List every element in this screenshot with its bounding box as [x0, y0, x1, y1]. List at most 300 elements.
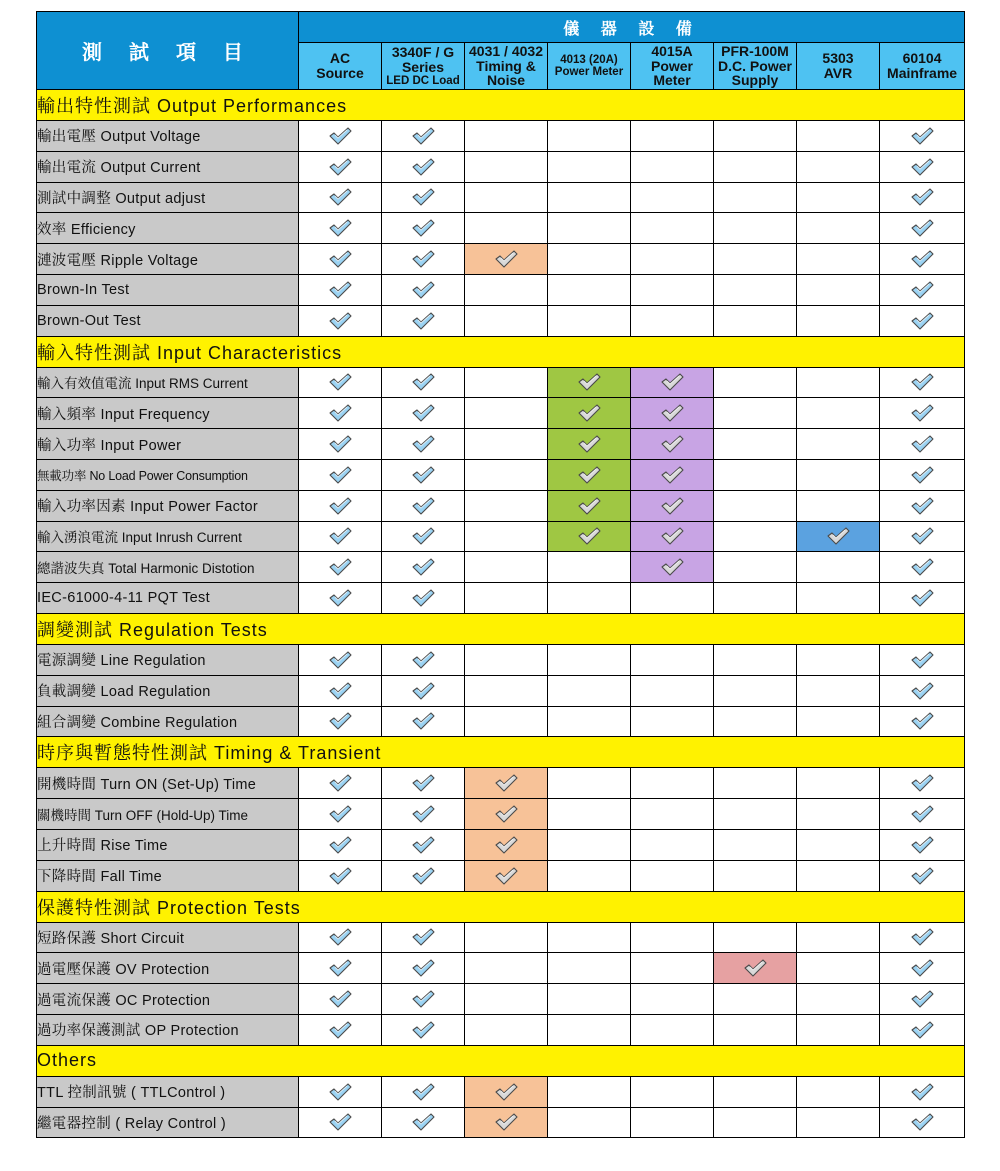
table-row — [37, 922, 965, 953]
support-cell — [714, 305, 797, 336]
support-cell — [382, 367, 465, 398]
support-cell — [548, 675, 631, 706]
support-cell — [548, 151, 631, 182]
support-cell — [714, 398, 797, 429]
support-cell — [299, 1107, 382, 1138]
support-cell — [631, 121, 714, 152]
test-item-label: 負載調變 Load Regulation — [37, 675, 299, 706]
support-cell — [880, 1107, 965, 1138]
table-row — [37, 459, 965, 490]
column-header — [797, 43, 880, 90]
support-cell — [299, 182, 382, 213]
checkmark-icon — [660, 404, 684, 422]
checkmark-icon — [910, 466, 934, 484]
support-cell — [465, 799, 548, 830]
support-cell — [299, 644, 382, 675]
checkmark-icon — [660, 527, 684, 545]
support-cell — [382, 151, 465, 182]
table-row — [37, 1107, 965, 1138]
support-cell — [548, 398, 631, 429]
support-cell — [631, 459, 714, 490]
table-row — [37, 244, 965, 275]
support-cell — [548, 583, 631, 614]
support-cell — [797, 274, 880, 305]
support-cell — [631, 675, 714, 706]
table-row — [37, 274, 965, 305]
column-header-line: 60104 — [902, 50, 942, 67]
checkmark-icon — [328, 1021, 352, 1039]
support-cell — [548, 274, 631, 305]
support-cell — [548, 799, 631, 830]
test-item-label: 效率 Efficiency — [37, 213, 299, 244]
support-cell — [880, 429, 965, 460]
support-cell — [382, 398, 465, 429]
section-title: 時序與暫態特性測試 Timing & Transient — [37, 737, 965, 768]
support-cell — [880, 398, 965, 429]
column-header-line: LED DC Load — [386, 74, 460, 87]
table-row — [37, 799, 965, 830]
section-row — [37, 613, 965, 644]
checkmark-icon — [328, 188, 352, 206]
support-cell — [797, 953, 880, 984]
table-row — [37, 213, 965, 244]
support-cell — [714, 768, 797, 799]
checkmark-icon — [910, 959, 934, 977]
checkmark-icon — [328, 312, 352, 330]
support-cell — [382, 768, 465, 799]
support-cell — [880, 799, 965, 830]
support-cell — [714, 860, 797, 891]
checkmark-icon — [411, 589, 435, 607]
section-row — [37, 737, 965, 768]
checkmark-icon — [910, 589, 934, 607]
section-row — [37, 90, 965, 121]
instrument-matrix-table — [36, 11, 965, 1138]
support-cell — [548, 829, 631, 860]
test-item-label: 下降時間 Fall Time — [37, 860, 299, 891]
checkmark-icon — [328, 651, 352, 669]
checkmark-icon — [328, 281, 352, 299]
matrix-body — [37, 90, 965, 1138]
support-cell — [382, 675, 465, 706]
test-item-label: 電源調變 Line Regulation — [37, 644, 299, 675]
checkmark-icon — [328, 990, 352, 1008]
checkmark-icon — [910, 651, 934, 669]
support-cell — [880, 984, 965, 1015]
checkmark-icon — [411, 990, 435, 1008]
checkmark-icon — [328, 712, 352, 730]
checkmark-icon — [411, 373, 435, 391]
checkmark-icon — [411, 1113, 435, 1131]
support-cell — [631, 182, 714, 213]
support-cell — [714, 182, 797, 213]
test-item-label: 過電流保護 OC Protection — [37, 984, 299, 1015]
test-items-header: 測 試 項 目 — [37, 12, 299, 90]
table-row — [37, 521, 965, 552]
test-item-label: IEC-61000-4-11 PQT Test — [37, 583, 299, 614]
table-row — [37, 121, 965, 152]
support-cell — [797, 1076, 880, 1107]
column-header-line: Series — [401, 58, 445, 75]
checkmark-icon — [910, 281, 934, 299]
support-cell — [548, 521, 631, 552]
support-cell — [548, 644, 631, 675]
section-row — [37, 336, 965, 367]
checkmark-icon — [411, 188, 435, 206]
support-cell — [465, 1107, 548, 1138]
table-row — [37, 305, 965, 336]
support-cell — [548, 459, 631, 490]
support-cell — [631, 984, 714, 1015]
section-title: 輸出特性測試 Output Performances — [37, 90, 965, 121]
support-cell — [465, 182, 548, 213]
column-header — [714, 43, 797, 90]
checkmark-icon — [328, 373, 352, 391]
checkmark-icon — [411, 774, 435, 792]
column-header-line: 5303 — [822, 50, 854, 67]
support-cell — [299, 860, 382, 891]
support-cell — [880, 213, 965, 244]
section-title: 調變測試 Regulation Tests — [37, 613, 965, 644]
support-cell — [382, 490, 465, 521]
support-cell — [714, 706, 797, 737]
support-cell — [880, 1076, 965, 1107]
checkmark-icon — [910, 1113, 934, 1131]
support-cell — [714, 367, 797, 398]
support-cell — [465, 583, 548, 614]
test-item-label: 繼電器控制 ( Relay Control ) — [37, 1107, 299, 1138]
support-cell — [797, 459, 880, 490]
support-cell — [714, 799, 797, 830]
checkmark-icon — [328, 219, 352, 237]
support-cell — [382, 706, 465, 737]
checkmark-icon — [494, 774, 518, 792]
checkmark-icon — [411, 867, 435, 885]
checkmark-icon — [910, 127, 934, 145]
support-cell — [797, 675, 880, 706]
support-cell — [797, 583, 880, 614]
support-cell — [631, 552, 714, 583]
support-cell — [465, 829, 548, 860]
support-cell — [797, 552, 880, 583]
support-cell — [714, 151, 797, 182]
support-cell — [465, 922, 548, 953]
checkmark-icon — [328, 250, 352, 268]
support-cell — [465, 213, 548, 244]
support-cell — [382, 860, 465, 891]
checkmark-icon — [577, 373, 601, 391]
support-cell — [465, 367, 548, 398]
checkmark-icon — [328, 404, 352, 422]
test-item-label: Brown-Out Test — [37, 305, 299, 336]
support-cell — [548, 552, 631, 583]
table-row — [37, 984, 965, 1015]
support-cell — [880, 244, 965, 275]
table-row — [37, 583, 965, 614]
support-cell — [714, 490, 797, 521]
support-cell — [631, 429, 714, 460]
checkmark-icon — [328, 682, 352, 700]
support-cell — [797, 706, 880, 737]
support-cell — [465, 953, 548, 984]
support-cell — [880, 675, 965, 706]
support-cell — [465, 984, 548, 1015]
checkmark-icon — [494, 805, 518, 823]
checkmark-icon — [411, 497, 435, 515]
table-row — [37, 1076, 965, 1107]
column-header-line: Noise — [486, 72, 526, 89]
support-cell — [797, 1107, 880, 1138]
column-header — [880, 43, 965, 90]
support-cell — [797, 644, 880, 675]
table-row — [37, 829, 965, 860]
checkmark-icon — [328, 527, 352, 545]
checkmark-icon — [660, 466, 684, 484]
support-cell — [299, 121, 382, 152]
support-cell — [714, 274, 797, 305]
support-cell — [797, 922, 880, 953]
support-cell — [299, 1076, 382, 1107]
support-cell — [797, 521, 880, 552]
checkmark-icon — [328, 867, 352, 885]
checkmark-icon — [494, 1113, 518, 1131]
checkmark-icon — [411, 1021, 435, 1039]
support-cell — [382, 799, 465, 830]
support-cell — [880, 768, 965, 799]
checkmark-icon — [910, 219, 934, 237]
checkmark-icon — [411, 928, 435, 946]
test-item-label: 輸出電壓 Output Voltage — [37, 121, 299, 152]
support-cell — [548, 182, 631, 213]
checkmark-icon — [411, 250, 435, 268]
checkmark-icon — [910, 1083, 934, 1101]
support-cell — [548, 1107, 631, 1138]
checkmark-icon — [411, 281, 435, 299]
column-header-line: Power Meter — [554, 66, 624, 78]
table-row — [37, 860, 965, 891]
support-cell — [631, 1076, 714, 1107]
checkmark-icon — [910, 928, 934, 946]
checkmark-icon — [577, 527, 601, 545]
checkmark-icon — [910, 373, 934, 391]
support-cell — [382, 213, 465, 244]
support-cell — [797, 121, 880, 152]
test-item-label: 輸入功率因素 Input Power Factor — [37, 490, 299, 521]
checkmark-icon — [910, 158, 934, 176]
support-cell — [880, 644, 965, 675]
test-item-label: 輸出電流 Output Current — [37, 151, 299, 182]
support-cell — [631, 151, 714, 182]
support-cell — [465, 521, 548, 552]
support-cell — [382, 305, 465, 336]
checkmark-icon — [411, 682, 435, 700]
support-cell — [880, 367, 965, 398]
table-row — [37, 398, 965, 429]
support-cell — [631, 953, 714, 984]
support-cell — [299, 922, 382, 953]
checkmark-icon — [577, 404, 601, 422]
support-cell — [714, 552, 797, 583]
support-cell — [797, 829, 880, 860]
support-cell — [797, 860, 880, 891]
test-item-label: 關機時間 Turn OFF (Hold-Up) Time — [37, 799, 299, 830]
support-cell — [797, 1014, 880, 1045]
column-header-line: PFR-100M — [721, 42, 789, 59]
support-cell — [465, 675, 548, 706]
checkmark-icon — [328, 1113, 352, 1131]
checkmark-icon — [660, 435, 684, 453]
support-cell — [880, 274, 965, 305]
support-cell — [631, 1107, 714, 1138]
support-cell — [714, 829, 797, 860]
table-row — [37, 675, 965, 706]
support-cell — [880, 953, 965, 984]
support-cell — [465, 398, 548, 429]
checkmark-icon — [826, 527, 850, 545]
support-cell — [880, 583, 965, 614]
checkmark-icon — [910, 774, 934, 792]
checkmark-icon — [494, 836, 518, 854]
test-item-label: 總諧波失真 Total Harmonic Distotion — [37, 552, 299, 583]
test-item-label: 無載功率 No Load Power Consumption — [37, 459, 299, 490]
column-header — [382, 43, 465, 90]
support-cell — [797, 367, 880, 398]
support-cell — [465, 768, 548, 799]
checkmark-icon — [328, 158, 352, 176]
support-cell — [299, 953, 382, 984]
support-cell — [880, 490, 965, 521]
support-cell — [299, 984, 382, 1015]
support-cell — [631, 860, 714, 891]
checkmark-icon — [411, 527, 435, 545]
checkmark-icon — [910, 404, 934, 422]
support-cell — [714, 1014, 797, 1045]
support-cell — [631, 799, 714, 830]
support-cell — [797, 490, 880, 521]
test-item-label: 測試中調整 Output adjust — [37, 182, 299, 213]
test-item-label: 過功率保護測試 OP Protection — [37, 1014, 299, 1045]
support-cell — [299, 274, 382, 305]
column-header — [631, 43, 714, 90]
section-row — [37, 1045, 965, 1076]
support-cell — [714, 583, 797, 614]
support-cell — [548, 429, 631, 460]
checkmark-icon — [910, 1021, 934, 1039]
column-header-line: Meter — [653, 72, 691, 89]
support-cell — [631, 521, 714, 552]
checkmark-icon — [577, 466, 601, 484]
support-cell — [465, 151, 548, 182]
support-cell — [714, 1076, 797, 1107]
checkmark-icon — [910, 558, 934, 576]
support-cell — [299, 398, 382, 429]
test-item-label: Brown-In Test — [37, 274, 299, 305]
support-cell — [880, 305, 965, 336]
support-cell — [548, 244, 631, 275]
support-cell — [880, 1014, 965, 1045]
support-cell — [548, 490, 631, 521]
checkmark-icon — [411, 805, 435, 823]
checkmark-icon — [910, 712, 934, 730]
checkmark-icon — [411, 1083, 435, 1101]
support-cell — [382, 953, 465, 984]
support-cell — [382, 121, 465, 152]
section-title: 保護特性測試 Protection Tests — [37, 891, 965, 922]
support-cell — [880, 829, 965, 860]
checkmark-icon — [660, 558, 684, 576]
checkmark-icon — [660, 373, 684, 391]
support-cell — [382, 182, 465, 213]
support-cell — [299, 1014, 382, 1045]
table-row — [37, 768, 965, 799]
support-cell — [631, 398, 714, 429]
support-cell — [382, 521, 465, 552]
support-cell — [299, 244, 382, 275]
support-cell — [299, 521, 382, 552]
support-cell — [465, 1014, 548, 1045]
support-cell — [880, 121, 965, 152]
checkmark-icon — [328, 959, 352, 977]
checkmark-icon — [328, 928, 352, 946]
support-cell — [465, 274, 548, 305]
checkmark-icon — [328, 127, 352, 145]
checkmark-icon — [660, 497, 684, 515]
checkmark-icon — [328, 589, 352, 607]
support-cell — [797, 984, 880, 1015]
support-cell — [714, 459, 797, 490]
checkmark-icon — [910, 682, 934, 700]
support-cell — [382, 1076, 465, 1107]
test-item-label: 上升時間 Rise Time — [37, 829, 299, 860]
support-cell — [382, 429, 465, 460]
support-cell — [714, 429, 797, 460]
column-header — [465, 43, 548, 90]
support-cell — [797, 213, 880, 244]
checkmark-icon — [328, 1083, 352, 1101]
support-cell — [797, 182, 880, 213]
test-item-label: 組合調變 Combine Regulation — [37, 706, 299, 737]
checkmark-icon — [910, 188, 934, 206]
support-cell — [465, 706, 548, 737]
checkmark-icon — [411, 959, 435, 977]
support-cell — [299, 829, 382, 860]
support-cell — [714, 984, 797, 1015]
support-cell — [299, 768, 382, 799]
test-item-label: 開機時間 Turn ON (Set-Up) Time — [37, 768, 299, 799]
checkmark-icon — [328, 435, 352, 453]
support-cell — [548, 1014, 631, 1045]
support-cell — [299, 552, 382, 583]
column-header-line: Timing & — [476, 57, 536, 74]
test-item-label: TTL 控制訊號 ( TTLControl ) — [37, 1076, 299, 1107]
table-row — [37, 644, 965, 675]
table-row — [37, 367, 965, 398]
support-cell — [797, 429, 880, 460]
support-cell — [299, 151, 382, 182]
checkmark-icon — [328, 466, 352, 484]
checkmark-icon — [328, 774, 352, 792]
support-cell — [797, 244, 880, 275]
section-title: Others — [37, 1045, 965, 1076]
checkmark-icon — [411, 836, 435, 854]
support-cell — [631, 706, 714, 737]
support-cell — [465, 1076, 548, 1107]
support-cell — [382, 1107, 465, 1138]
column-header-line: 4015A — [651, 42, 693, 59]
support-cell — [299, 213, 382, 244]
checkmark-icon — [328, 836, 352, 854]
checkmark-icon — [743, 959, 767, 977]
